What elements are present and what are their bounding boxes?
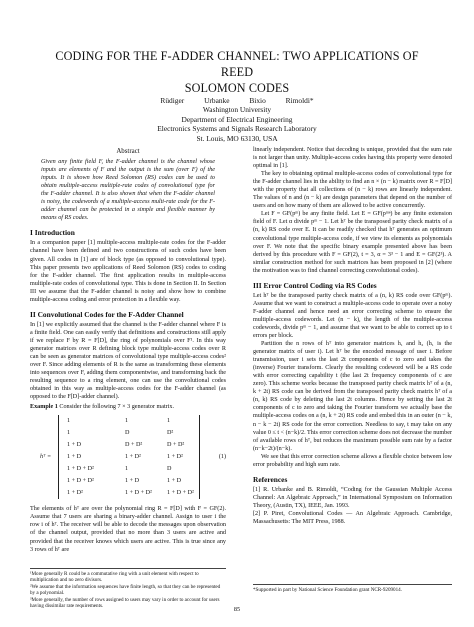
left-column [30,148,226,554]
matrix-cell: 1 + D² [125,454,141,461]
matrix-cell: 1 + D + D² [167,490,194,497]
matrix-row [63,477,195,485]
matrix-cell: 1 + D [67,454,82,461]
example-text: Consider the following 7 × 3 generator matrix. [59,404,175,411]
matrix-row [63,417,195,425]
section-conv-heading: II Convolutional Codes for the F-Adder Channel [30,309,184,319]
example-label: Example 1 [30,404,58,411]
matrix-cell: D² [167,430,174,437]
footnote-support: *Supported in part by National Science Foundation grant NCR-9209014. [253,587,402,593]
matrix-cell: 1 + D [67,442,82,449]
footnotes-left [30,568,226,609]
matrix-row [63,441,195,449]
matrix-cell: 1 + D + D² [67,466,94,473]
author-block [100,96,374,143]
reference-2: [2] P. Piret, Convolutional Codes — An Algebraic Approach. Cambridge, Massachusetts: The MIT Press, 1988. [253,510,452,525]
after-matrix-text: The elements of hᵀ are over the polynomial ring R = F[D] with F = GF(2). Assume that 7 users are sharing a binary-adder channel. Assign to user i the row i of hᵀ. The receiver will be able to decode the messages upon observation of the channel output, provided that no more than 3 users are active and provided that the receiver knows which users are active. This is true since any 3 rows of hᵀ are [30,506,226,553]
example-1 [30,403,226,411]
matrix-cell: 1 + D [167,478,182,485]
section-conv-body: In [1] we explicitly assumed that the channel is the F-adder channel where F is a finite field. One can easily verify that definitions and constructions still apply if we replace F by R = F[D], the ring of polynomials over F¹. In this way generator matrices over R defining block type multiple-access codes over R can be seen as generator matrices of convolutional type multiple-access codes² over F. Since adding elements of R is the same as transforming these elements into sequences over F, adding them componentwise, and transforming back the resulting sequence to a ring element, one can use the convolutional codes obtained in this way as multiple-access codes for the F-adder channel (as opposed to the F[D]-adder channel). [30,321,226,401]
section-error-body-2: Partition the n rows of hᵀ into generator matrices h₁ and h₂ (h₁ is the generator matrix of user i). Let hᵀ be the encoded message of user i. Before transmission, user i sets the last 2t components of c to zero and takes the (inverse) Fourier transform. Clearly the resulting codeword will be a RS code with error correcting capability t (the last 2t frequency components of c are zero). This scheme works because the transposed parity check matrix hᵀ of a (n, k + 2t) RS code can be derived from the transposed parity check matrix hᵀ of a (n, k) RS code by deleting the last 2t columns. Hence by setting the last 2t components of c to zero and taking the Fourier transform we actually base the multiple-access codes on a (n, k + 2t) RS code and embed this in an outer (n − k, n − k − 2t) RS code for the error correction. Needless to say, t may take on any value 0 ≤ t < (n−k)/2. This error correction scheme does not decrease the number of available rows of hᵀ, but reduces the maximum possible sum rate by a factor (n−k−2t)/(n−k). [253,341,452,452]
author-names: Rüdiger Urbanke Bixio Rimoldi* [160,96,314,105]
matrix-cell: 1 + D + D² [125,490,152,497]
matrix-row [63,429,195,437]
affiliation-department: Department of Electrical Engineering [181,114,293,124]
matrix-cell: D + D² [125,442,143,449]
matrix-cell: 1 + D + D² [67,478,94,485]
matrix-cell: D [167,466,172,473]
reference-1: [1] R. Urbanke and B. Rimoldi, “Coding for the Gaussian Multiple Access Channel: An Algebraic Approach,” in International Symposium on Information Theory, (Austin, TX), IEEE, Jan. 1993. [253,486,452,509]
affiliation-lab: Electronics Systems and Signals Research Laboratory [157,124,317,134]
matrix-cell: 1 [67,430,71,437]
right-paragraph-3: Let F = GF(pᵐ) be any finite field. Let E = GF(pᵐᵉ) be any finite extension field of F. Let α divide pᵐ − 1. Let hᵀ be the transposed parity check matrix of a (n, k) RS code over E. It can be readily checked that hᵀ generates an optimum convolutional type multiple-access code, if we view its elements as polynomials over F. We note that the specific binary example presented above has been derived by this procedure with F = GF(2), t = 3, α = 3³ − 1 and E = GF(2³). A similar construction method for such matrices has been proposed in [2] (where the motivation was to find channel correcting convolutional codes). [253,211,452,274]
right-column [253,146,452,526]
matrix-lhs: hᵀ = [40,454,52,461]
affiliation-university: Washington University [202,105,272,115]
right-paragraph-2: The key to obtaining optimal multiple-access codes of convolutional type for the F-adder channel lies in the ability to find an n × (n − k) matrix over R = F[D] with the property that all collections of (n − k) rows are linearly independent. The values of n and (n − k) are design parameters that depend on the number of users and on how many of them are allowed to be active concurrently. [253,171,452,210]
generator-matrix [30,415,226,501]
footnote-right [253,584,452,593]
section-error-heading: III Error Control Coding via RS Codes [253,280,377,290]
affiliation-location: St. Louis, MO 63130, USA [196,133,278,143]
paper-title [40,48,434,96]
matrix-cell: 1 [167,418,171,425]
matrix-body [58,415,200,499]
matrix-cell: 1 + D² [67,490,83,497]
section-intro-heading: I Introduction [30,228,75,238]
page-number: 85 [233,606,241,613]
abstract-heading: Abstract [116,148,140,155]
references [253,475,452,526]
footnote-2: ²We assume that the information sequences have finite length, so that they can be represented by a polynomial. [30,583,221,597]
matrix-cell: 1 [125,418,129,425]
matrix-cell: D + D² [167,442,185,449]
equation-number: (1) [218,454,226,461]
section-error-body-3: We see that this error correction scheme allows a flexible choice between low error probability and high sum rate. [253,453,452,468]
matrix-row [63,489,195,497]
matrix-row [63,453,195,461]
footnote-3: ³More generally, the number of rows assigned to users may vary in order to account for users having dissimilar rate requirements. [30,596,220,610]
footnote-1: ¹More generally R could be a commutative ring with a unit element with respect to multiplication and no zero divisors. [30,571,199,584]
matrix-cell: 1 [67,418,71,425]
references-heading: References [253,474,288,484]
right-top-text: linearly independent. Notice that decoding is unique, provided that the sum rate is not larger than unity. Multiple-access codes having this property were denoted optimal in [1]. [253,147,452,170]
matrix-cell: 1 + D [125,478,140,485]
abstract-body: Given any finite field F, the F-adder channel is the channel whose inputs are elements of F and the output is the sum (over F) of the inputs. It is shown how Reed Solomon (RS) codes can be used to obtain multiple-access multiple-rate codes of convolutional type for the F-adder channel. It is also shown that when the F-adder channel is noisy, the codewords of a multiple-access multi-rate code for the F-adder channel can be protected in a simple and flexible manner by means of RS codes. [41,159,215,222]
section-error-body-1: Let hᵀ be the transposed parity check matrix of a (n, k) RS code over GF(pᵐ). Assume that we want to construct a multiple-access code to operate over a noisy F-adder channel and hence need an error correcting scheme to ensure the multiple-access codewords. Let (n − k), the length of the multiple-access codewords, divide pᵐ − 1, and assume that we want to be able to correct up to t errors per block. [253,292,452,339]
matrix-row [63,465,195,473]
section-intro-body: In a companion paper [1] multiple-access multiple-rate codes for the F-adder channel have been defined and two constructions of such codes have been given. All codes in [1] are of block type (as opposed to convolutional type). This paper presents two applications of Reed Solomon (RS) codes to coding for the F-adder channel. The first application results in multiple-access multiple-rate codes of convolutional type. This is done in Section II. In Section III we assume that the F-adder channel is noisy and show how to combine multiple-access coding and error protection in a flexible way. [30,240,226,303]
title-line-1: CODING FOR THE F-ADDER CHANNEL: TWO APPLICATIONS OF REED [55,49,419,79]
matrix-cell: D [125,430,130,437]
matrix-cell: 1 + D² [167,454,183,461]
matrix-cell: 1 [125,466,129,473]
title-line-2: SOLOMON CODES [184,81,290,95]
